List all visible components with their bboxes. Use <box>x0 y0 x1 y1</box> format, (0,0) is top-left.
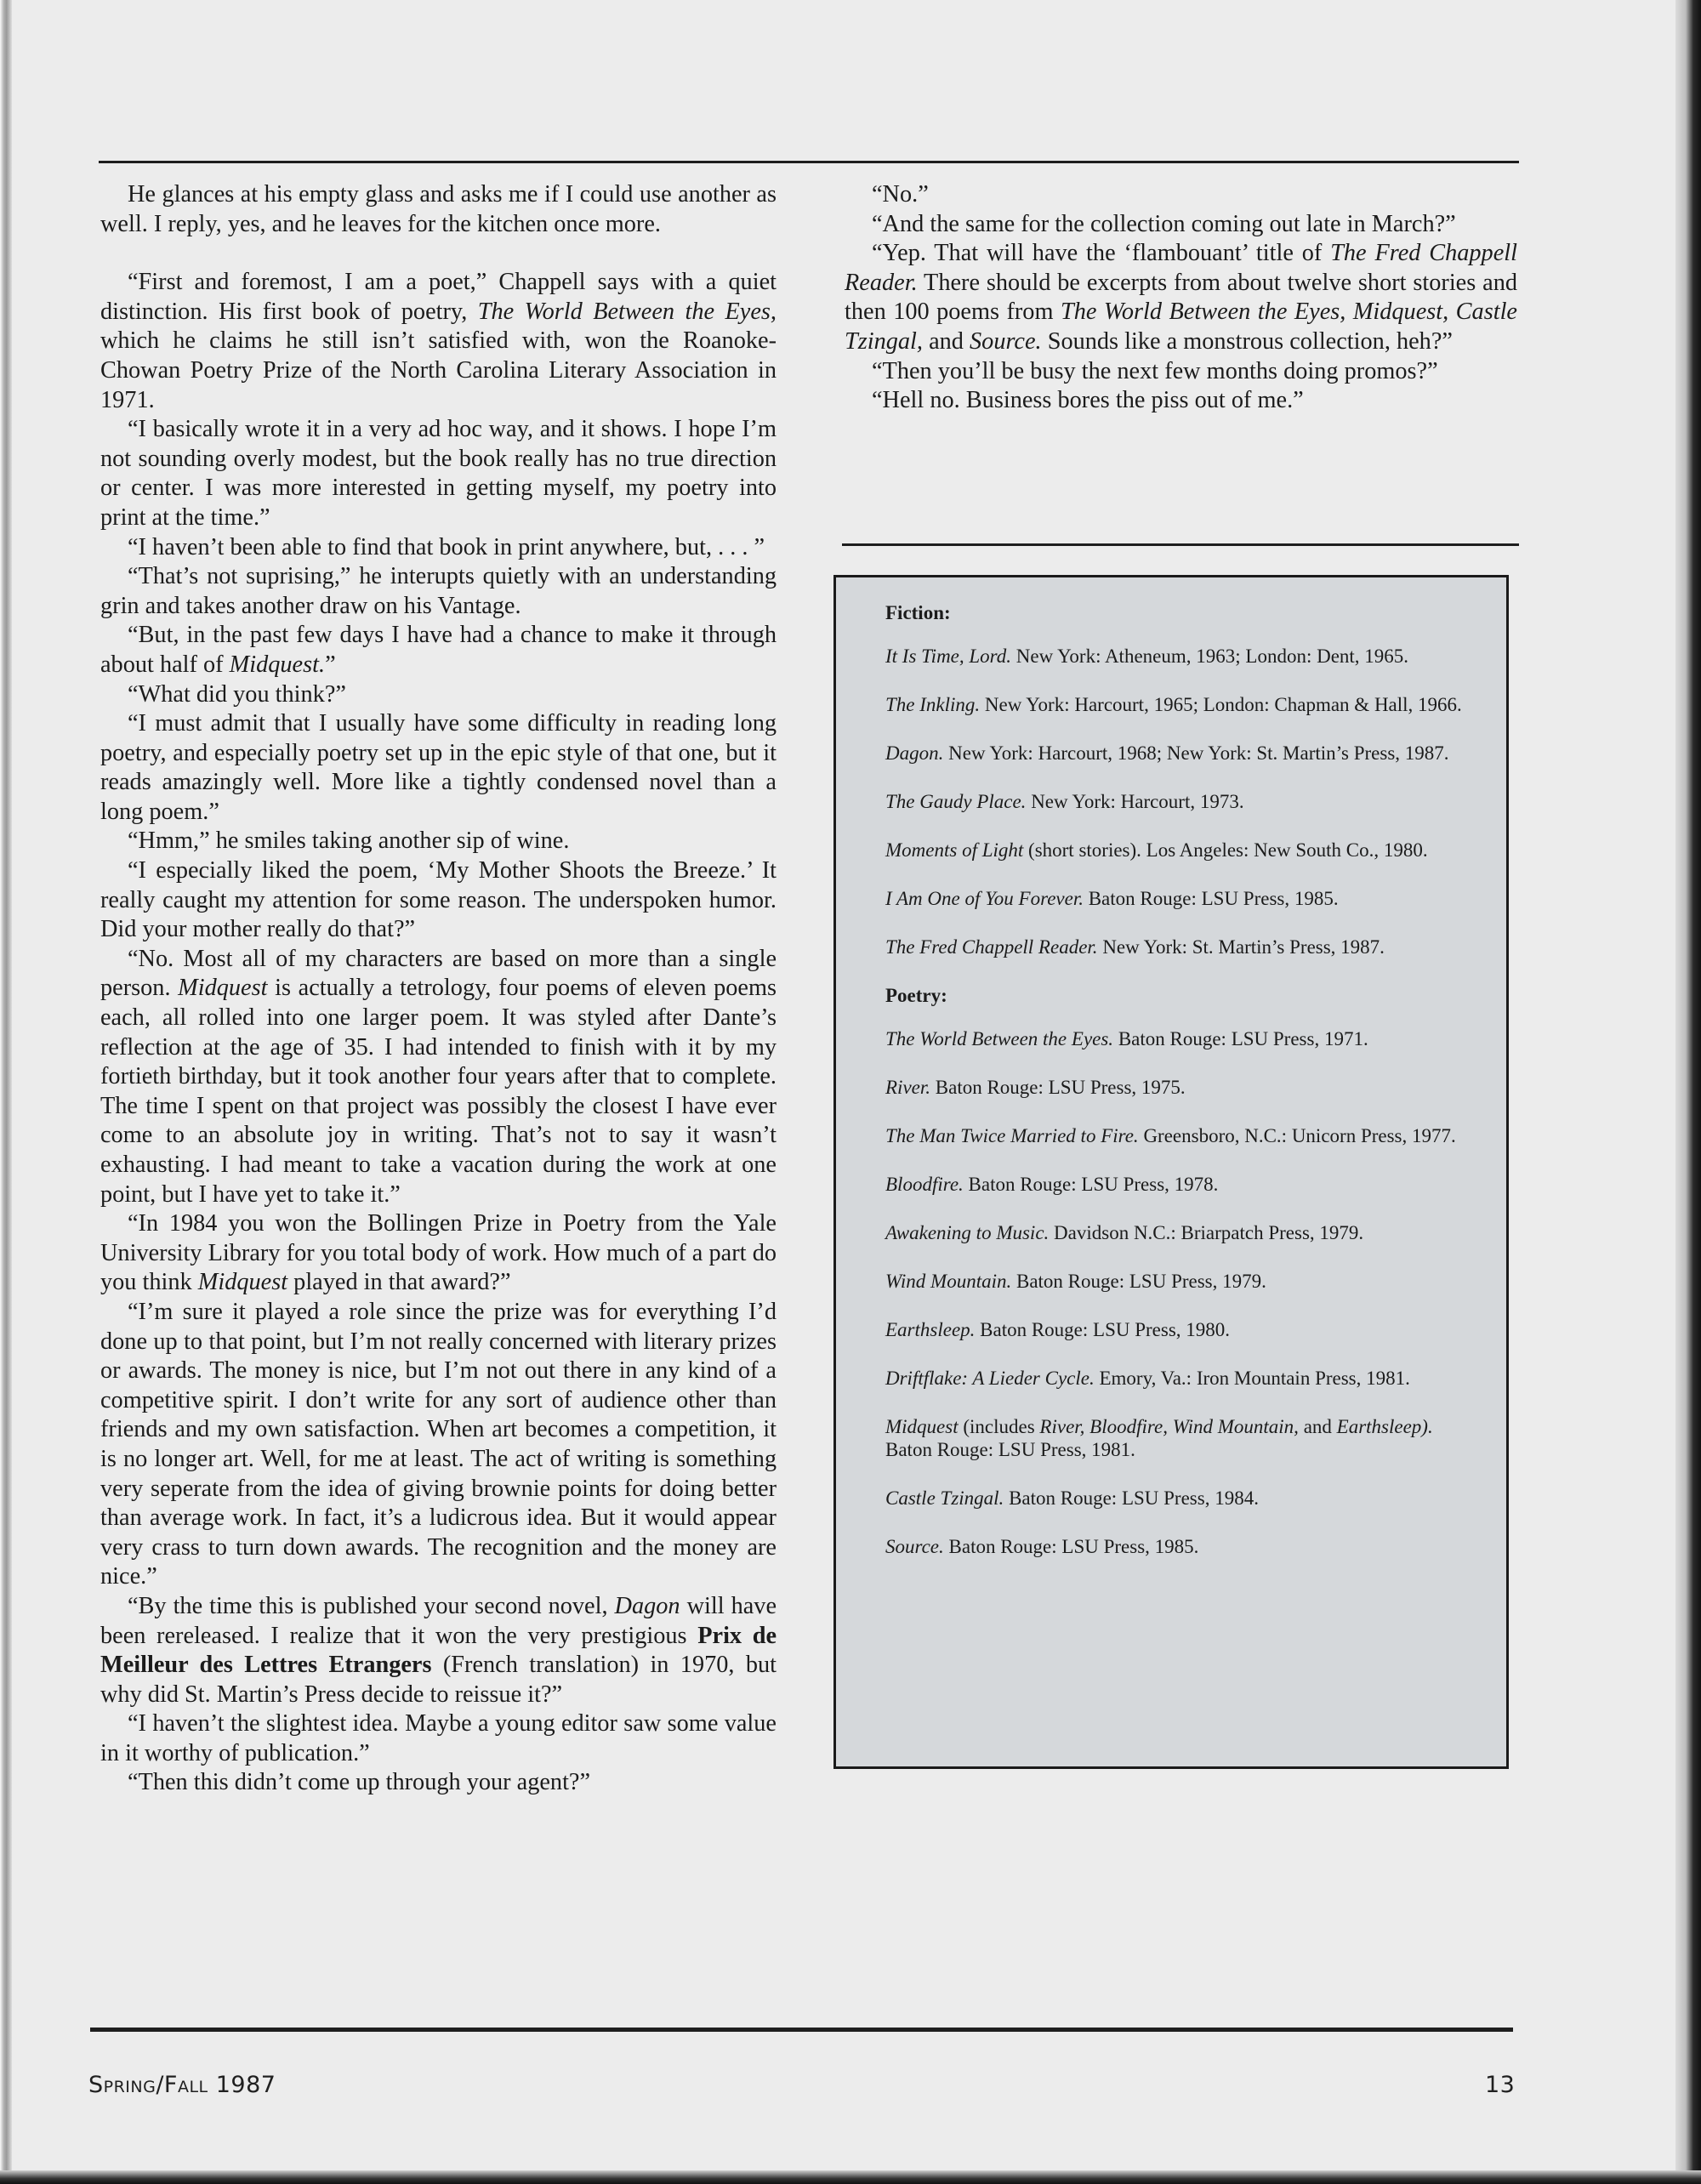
paragraph: “By the time this is published your second novel, Dagon will have been rereleased. I realize that it won the very prestigious Prix de Meilleur des Lettres Etrangers (French translation) in 1970, but why did St. Martin’s Press decide to reissue it?” <box>100 1592 777 1708</box>
entry-details: Baton Rouge: LSU Press, 1985. <box>1088 888 1339 909</box>
entry-title: I Am One of You Forever. <box>885 888 1084 909</box>
entry-details: Baton Rouge: LSU Press, 1984. <box>1009 1487 1259 1509</box>
entry-details: Baton Rouge: LSU Press, 1985. <box>948 1536 1199 1557</box>
bibliography-entry <box>885 1367 1472 1390</box>
entry-title: Driftflake: A Lieder Cycle. <box>885 1368 1095 1389</box>
paragraph: “Then this didn’t come up through your agent?” <box>128 1769 591 1796</box>
paragraph: “No.” <box>872 181 929 208</box>
page-number: 13 <box>1485 2072 1516 2098</box>
right-column-text <box>845 180 1517 416</box>
entry-details: Baton Rouge: LSU Press, 1979. <box>1015 1271 1266 1292</box>
bibliography-entry <box>885 790 1472 813</box>
bibliography-entry <box>885 1124 1472 1147</box>
entry-title: River. <box>885 1077 931 1098</box>
entry-title: The Fred Chappell Reader. <box>885 936 1098 958</box>
entry-title: The Inkling. <box>885 694 981 715</box>
entry-details: New York: Harcourt, 1965; London: Chapman & Hall, 1966. <box>984 694 1462 715</box>
entry-details: New York: Harcourt, 1973. <box>1031 791 1244 812</box>
entry-title: It Is Time, Lord. <box>885 646 1012 667</box>
paragraph: “What did you think?” <box>128 680 346 708</box>
poetry-list <box>885 1027 1472 1558</box>
paragraph: “And the same for the collection coming out late in March?” <box>872 210 1456 237</box>
entry-details: Emory, Va.: Iron Mountain Press, 1981. <box>1099 1368 1410 1389</box>
paragraph: He glances at his empty glass and asks me if I could use another as well. I reply, yes, and he leaves for the kitchen once more. <box>100 181 777 237</box>
paragraph: “Hmm,” he smiles taking another sip of wine. <box>128 828 570 855</box>
page-bottom-edge <box>0 2170 1701 2184</box>
fiction-heading: Fiction: <box>885 602 951 623</box>
bibliography-entry <box>885 1221 1472 1244</box>
entry-title: Wind Mountain. <box>885 1271 1012 1292</box>
page-binding-edge <box>0 0 12 2184</box>
entry-title: The Gaudy Place. <box>885 791 1027 812</box>
bibliography-entry <box>885 1173 1472 1196</box>
entry-title: Dagon. <box>885 742 944 764</box>
fiction-list <box>885 645 1472 958</box>
bibliography-entry <box>885 1270 1472 1293</box>
bibliography-entry <box>885 1318 1472 1341</box>
left-column-text <box>100 180 777 1798</box>
entry-details: Baton Rouge: LSU Press, 1978. <box>968 1174 1219 1195</box>
bibliography-entry <box>885 1535 1472 1558</box>
bibliography-entry <box>885 742 1472 765</box>
bottom-rule <box>90 2028 1513 2032</box>
entry-details: New York: Atheneum, 1963; London: Dent, 1965. <box>1015 646 1409 667</box>
bibliography-entry <box>885 1415 1472 1461</box>
entry-details: (short stories). Los Angeles: New South Co., 1980. <box>1028 839 1428 861</box>
bibliography-entry <box>885 936 1472 958</box>
paragraph: “I haven’t the slightest idea. Maybe a young editor saw some value in it worthy of publication.” <box>100 1710 777 1766</box>
paragraph: “I must admit that I usually have some difficulty in reading long poetry, and especially poetry set up in the epic style of that one, but it reads amazingly well. More like a tightly condensed novel than a long poem.” <box>100 710 777 825</box>
entry-title: Midquest <box>885 1416 959 1437</box>
entry-title: River, Bloodfire, Wind Mountain, <box>1039 1416 1299 1437</box>
entry-title: Earthsleep. <box>885 1319 976 1340</box>
right-column-rule <box>842 543 1519 546</box>
entry-details: New York: Harcourt, 1968; New York: St. Martin’s Press, 1987. <box>948 742 1449 764</box>
bibliography-entry <box>885 1027 1472 1050</box>
entry-title: Earthsleep). <box>1336 1416 1433 1437</box>
page-right-edge <box>1675 0 1701 2184</box>
entry-details: Baton Rouge: LSU Press, 1971. <box>1118 1028 1368 1049</box>
paragraph: “I especially liked the poem, ‘My Mother Shoots the Breeze.’ It really caught my attention for some reason. The underspoken humor. Did your mother really do that?” <box>100 857 777 943</box>
bibliography-entry <box>885 645 1472 668</box>
bibliography-entry <box>885 1487 1472 1510</box>
entry-title: Castle Tzingal. <box>885 1487 1004 1509</box>
bibliography-entry <box>885 693 1472 716</box>
entry-title: The World Between the Eyes. <box>885 1028 1114 1049</box>
paragraph: “Yep. That will have the ‘flambouant’ title of The Fred Chappell Reader. There should be excerpts from about twelve short stories and then 100 poems from The World Between the Eyes, Midquest, Castle Tzingal, and Source. Sounds like a monstrous collection, heh?” <box>845 240 1517 355</box>
paragraph: “Then you’ll be busy the next few months doing promos?” <box>872 357 1438 384</box>
entry-title: Awakening to Music. <box>885 1222 1050 1243</box>
bibliography-entry <box>885 1076 1472 1099</box>
bibliography-list <box>885 601 1472 1584</box>
paragraph: “I’m sure it played a role since the prize was for everything I’d done up to that point, but I’m not really concerned with literary prizes or awards. The money is nice, but I’m not out there in any kind of a competitive spirit. I don’t write for any sort of audience other than friends and my own satisfaction. When art becomes a competition, it is no longer art. Well, for me at least. The act of writing is something very seperate from the idea of giving brownie points for doing better than average work. In fact, it’s a ludicrous idea. But it would appear very crass to turn down awards. The recognition and the money are nice.” <box>100 1298 777 1590</box>
poetry-heading: Poetry: <box>885 985 947 1006</box>
paragraph: “But, in the past few days I have had a chance to make it through about half of Midquest.” <box>100 622 777 678</box>
entry-title: Bloodfire. <box>885 1174 964 1195</box>
issue-label: Spring/Fall 1987 <box>88 2072 276 2098</box>
entry-details: (includes <box>963 1416 1035 1437</box>
entry-details: Davidson N.C.: Briarpatch Press, 1979. <box>1054 1222 1364 1243</box>
paragraph: “In 1984 you won the Bollingen Prize in Poetry from the Yale University Library for you total body of work. How much of a part do you think Midquest played in that award?” <box>100 1210 777 1296</box>
entry-details: Baton Rouge: LSU Press, 1975. <box>935 1077 1186 1098</box>
bibliography-entry <box>885 839 1472 862</box>
entry-details: and <box>1303 1416 1332 1437</box>
entry-details: New York: St. Martin’s Press, 1987. <box>1102 936 1385 958</box>
bibliography-box <box>833 575 1509 1769</box>
paragraph: “Hell no. Business bores the piss out of me.” <box>872 387 1304 414</box>
paragraph: “No. Most all of my characters are based on more than a single person. Midquest is actually a tetrology, four poems of eleven poems each, all rolled into one larger poem. It was styled after Dante’s reflection at the age of 35. I had intended to finish with it by my fortieth birthday, but it took another four years after that to complete. The time I spent on that project was possibly the closest I have ever come to an absolute joy in writing. That’s not to say it wasn’t exhausting. I had meant to take a vacation during the work at one point, but I have yet to take it.” <box>100 945 777 1208</box>
entry-title: Moments of Light <box>885 839 1024 861</box>
paragraph: “First and foremost, I am a poet,” Chappell says with a quiet distinction. His first book of poetry, The World Between the Eyes, which he claims he still isn’t satisfied with, won the Roanoke-Chowan Poetry Prize of the North Carolina Literary Association in 1971. <box>100 269 777 413</box>
entry-details: Greensboro, N.C.: Unicorn Press, 1977. <box>1143 1125 1456 1146</box>
paragraph: “That’s not suprising,” he interupts quietly with an understanding grin and takes another draw on his Vantage. <box>100 563 777 619</box>
entry-details: Baton Rouge: LSU Press, 1980. <box>980 1319 1231 1340</box>
entry-details: Baton Rouge: LSU Press, 1981. <box>885 1439 1135 1460</box>
paragraph: “I basically wrote it in a very ad hoc way, and it shows. I hope I’m not sounding overly modest, but the book really has no true direction or center. I was more interested in getting myself, my poetry into print at the time.” <box>100 416 777 531</box>
bibliography-entry <box>885 887 1472 910</box>
top-rule <box>99 161 1519 163</box>
entry-title: The Man Twice Married to Fire. <box>885 1125 1139 1146</box>
paragraph: “I haven’t been able to find that book in print anywhere, but, . . . ” <box>128 533 765 560</box>
entry-title: Source. <box>885 1536 944 1557</box>
